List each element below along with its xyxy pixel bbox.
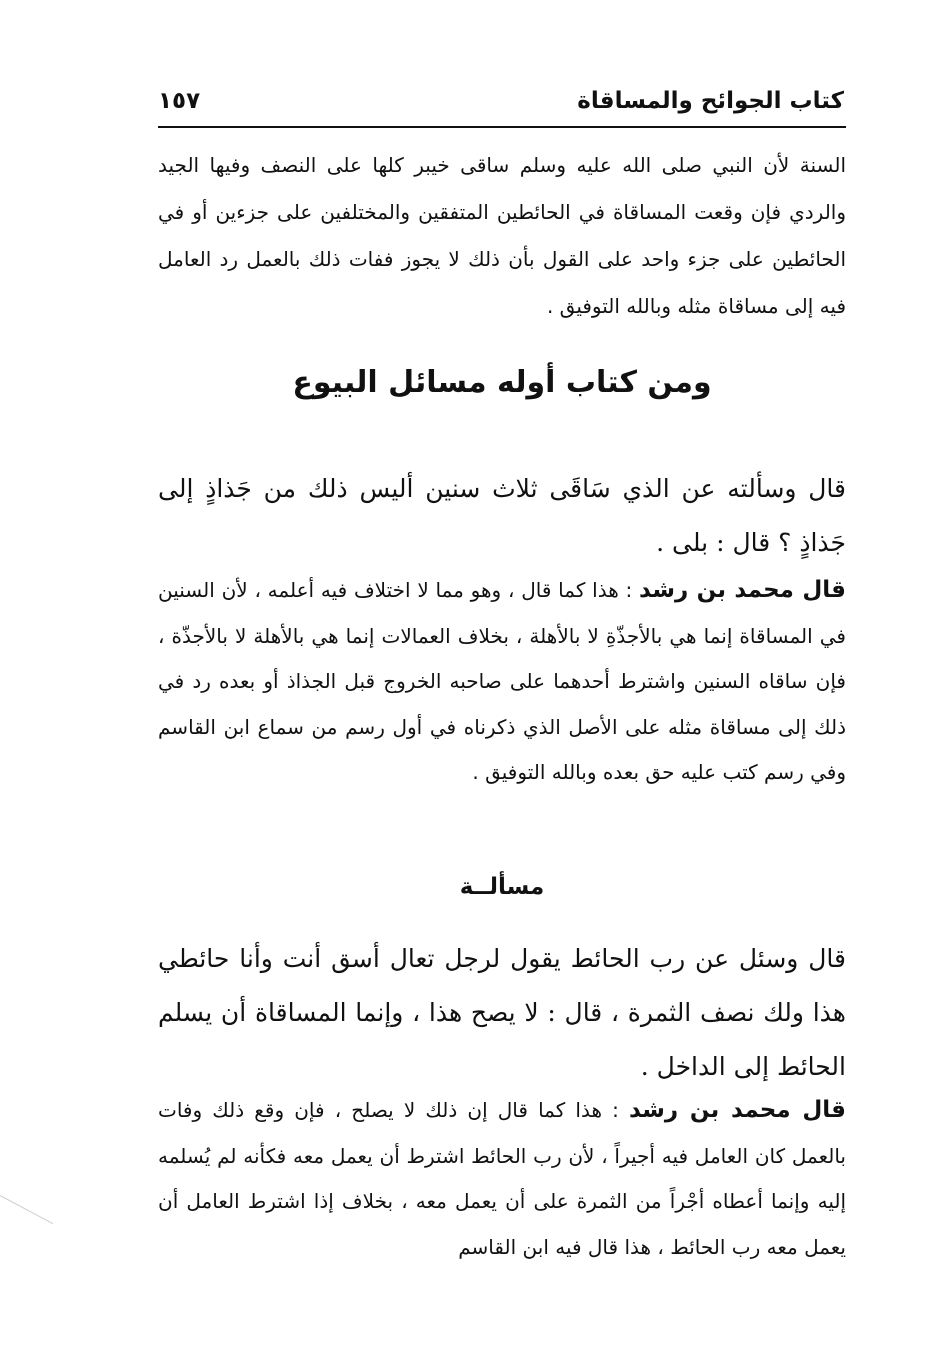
masala-heading: مسألــة — [459, 874, 545, 900]
commentary-2-speaker: قال محمد بن رشد — [629, 1097, 846, 1123]
intro-text: السنة لأن النبي صلى الله عليه وسلم ساقى خيبر كلها على النصف وفيها الجيد والردي فإن وقعت المساقاة في الحائطين المتفقين والمختلفين على جزءين أو في الحائطين على جزء واحد على القول بأن ذلك لا يجوز ففات ذلك بالعمل رد العامل فيه إلى مساقاة مثله وبالله التوفيق . — [158, 153, 846, 318]
commentary-2-text: : هذا كما قال إن ذلك لا يصلح ، فإن وقع ذلك وفات بالعمل كان العامل فيه أجيراً ، لأن رب الحائط اشترط أن يعمل معه فكأنه لم يُسلمه إليه وإنما أعطاه أجْراً من الثمرة على أن يعمل معه ، بخلاف إذا اشترط العامل أن يعمل معه رب الحائط ، هذا قال فيه ابن القاسم — [158, 1098, 846, 1259]
intro-paragraph — [158, 142, 846, 330]
page-number: ١٥٧ — [158, 88, 201, 114]
question-paragraph-1 — [158, 462, 846, 570]
chapter-heading: ومن كتاب أوله مسائل البيوع — [292, 365, 712, 400]
commentary-1-speaker: قال محمد بن رشد — [639, 577, 846, 603]
commentary-paragraph-1 — [158, 568, 846, 796]
running-title: كتاب الجوائح والمساقاة — [577, 88, 844, 114]
scan-margin-mark — [0, 1195, 53, 1224]
question-2-text: قال وسئل عن رب الحائط يقول لرجل تعال أسق أنت وأنا حائطي هذا ولك نصف الثمرة ، قال : لا يصح هذا ، وإنما المساقاة أن يسلم الحائط إلى الداخل . — [158, 944, 846, 1081]
question-1-text: قال وسألته عن الذي سَاقَى ثلاث سنين أليس ذلك من جَذاذٍ إلى جَذاذٍ ؟ قال : بلى . — [158, 474, 846, 557]
page-header — [158, 84, 844, 124]
commentary-paragraph-2 — [158, 1088, 846, 1270]
question-paragraph-2 — [158, 932, 846, 1094]
commentary-1-text: : هذا كما قال ، وهو مما لا اختلاف فيه أعلمه ، لأن السنين في المساقاة إنما هي بالأجذّةِ لا بالأهلة ، بخلاف العمالات إنما هي بالأهلة لا بالأجذّة ، فإن ساقاه السنين واشترط أحدهما على صاحبه الخروج قبل الجذاذ أو بعده رد في ذلك إلى مساقاة مثله على الأصل الذي ذكرناه في أول رسم من سماع ابن القاسم وفي رسم كتب عليه حق بعده وبالله التوفيق . — [158, 578, 846, 784]
header-rule — [158, 126, 846, 128]
